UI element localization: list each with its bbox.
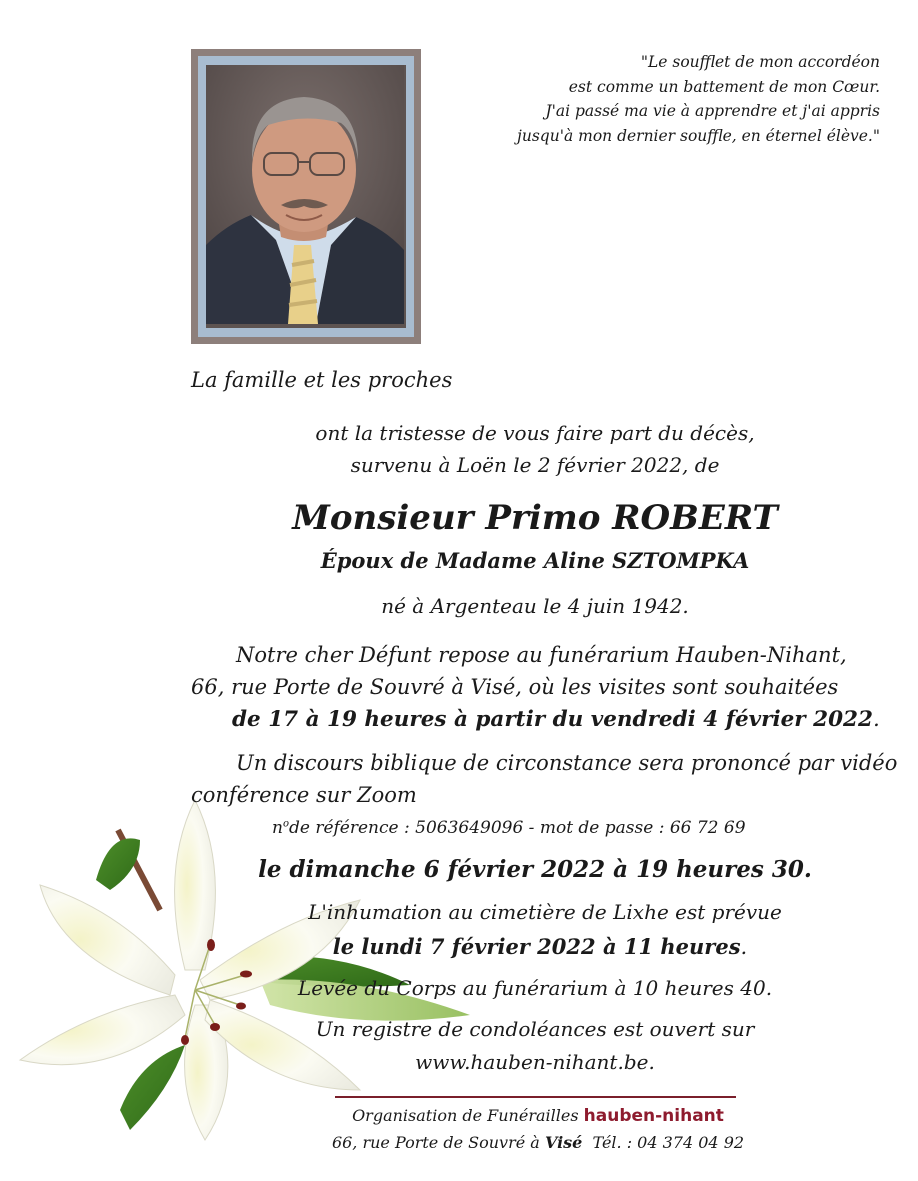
address-phone: Tél. : 04 374 04 92 (592, 1133, 745, 1152)
burial-date-end: . (740, 935, 748, 959)
registre-url[interactable]: www.hauben-nihant.be. (415, 1050, 655, 1074)
levee-line: Levée du Corps au funérarium à 10 heures 40. (297, 976, 773, 1000)
burial-date (0, 934, 918, 959)
visits-end: . (872, 707, 880, 732)
footer-address (0, 1133, 918, 1152)
quote-line: "Le soufflet de mon accordéon (640, 53, 880, 71)
brand-logo: hauben-nihant (583, 1106, 724, 1126)
quote (430, 50, 880, 148)
address-city: Visé (544, 1133, 583, 1152)
org-label: Organisation de Funérailles (352, 1106, 579, 1125)
portrait-illustration (206, 65, 404, 324)
family-intro: La famille et les proches (191, 368, 453, 392)
zoom-ref-sup: o (282, 818, 289, 830)
deceased-name: Monsieur Primo ROBERT (292, 498, 778, 538)
discours-line: Un discours biblique de circonstance sera prononcé par vidéo (236, 751, 898, 775)
burial-line: L'inhumation au cimetière de Lixhe est prévue (308, 900, 782, 924)
spouse-line: Époux de Madame Aline SZTOMPKA (320, 548, 750, 573)
quote-line: est comme un battement de mon Cœur. (568, 77, 880, 96)
visits-hours: de 17 à 19 heures à partir du vendredi 4 février 2022 (232, 707, 873, 732)
repose-line: 66, rue Porte de Souvré à Visé, où les visites sont souhaitées (191, 675, 839, 699)
birth-line: né à Argenteau le 4 juin 1942. (381, 594, 689, 618)
zoom-date: le dimanche 6 février 2022 à 19 heures 30. (258, 856, 812, 883)
footer-divider (335, 1096, 736, 1098)
quote-line: jusqu'à mon dernier souffle, en éternel élève." (517, 126, 880, 145)
zoom-ref-text: de référence : 5063649096 - mot de passe : 66 72 69 (288, 818, 746, 838)
announcement-line: ont la tristesse de vous faire part du décès, (315, 421, 755, 445)
quote-line: J'ai passé ma vie à apprendre et j'ai appris (545, 102, 880, 120)
portrait-frame (191, 49, 421, 344)
repose-line: Notre cher Défunt repose au funérarium Hauben-Nihant, (236, 643, 847, 667)
registre-line: Un registre de condoléances est ouvert sur (315, 1017, 755, 1041)
portrait-photo (206, 65, 406, 328)
footer-organisation (0, 1106, 918, 1126)
portrait-mat (198, 56, 414, 337)
zoom-ref-prefix: n (272, 818, 283, 838)
announcement-line: survenu à Loën le 2 février 2022, de (350, 453, 720, 477)
zoom-reference (272, 818, 746, 838)
address-prefix: 66, rue Porte de Souvré à (331, 1133, 540, 1152)
burial-date-text: le lundi 7 février 2022 à 11 heures (332, 934, 741, 959)
discours-line: conférence sur Zoom (191, 783, 417, 807)
visits-line (232, 707, 880, 732)
